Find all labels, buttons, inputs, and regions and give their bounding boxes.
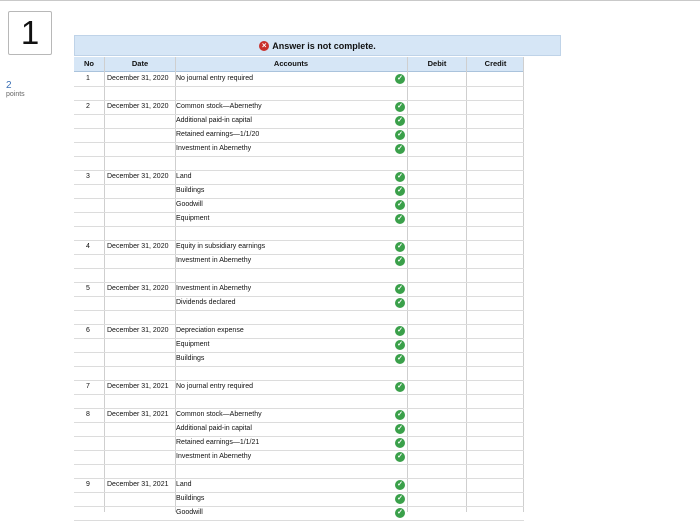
credit-input[interactable] — [467, 436, 523, 450]
debit-input[interactable] — [408, 422, 466, 436]
debit-input[interactable] — [408, 338, 466, 352]
header-credit: Credit — [484, 59, 507, 68]
table-row — [74, 296, 524, 311]
debit-input[interactable] — [408, 198, 466, 212]
debit-input[interactable] — [408, 282, 466, 296]
correct-check-icon: ✓ — [395, 298, 405, 308]
entry-number: 6 — [86, 327, 90, 334]
credit-input[interactable] — [467, 408, 523, 422]
correct-check-icon: ✓ — [395, 508, 405, 518]
account-select[interactable]: Additional paid-in capital — [176, 425, 252, 432]
error-x-icon: × — [259, 41, 269, 51]
account-select[interactable]: Equipment — [176, 215, 210, 222]
table-row — [74, 100, 524, 115]
table-row — [74, 422, 524, 437]
credit-input[interactable] — [467, 282, 523, 296]
blank-row — [74, 86, 524, 101]
debit-input[interactable] — [408, 184, 466, 198]
correct-check-icon: ✓ — [395, 410, 405, 420]
credit-input[interactable] — [467, 254, 523, 268]
entry-date[interactable]: December 31, 2020 — [107, 103, 169, 110]
entry-number: 3 — [86, 173, 90, 180]
credit-input[interactable] — [467, 380, 523, 394]
correct-check-icon: ✓ — [395, 172, 405, 182]
account-select[interactable]: Equity in subsidiary earnings — [176, 243, 266, 250]
correct-check-icon: ✓ — [395, 256, 405, 266]
answer-status-text: Answer is not complete. — [272, 40, 376, 51]
credit-input[interactable] — [467, 450, 523, 464]
correct-check-icon: ✓ — [395, 354, 405, 364]
table-row — [74, 72, 524, 87]
header-debit: Debit — [427, 59, 447, 68]
correct-check-icon: ✓ — [395, 116, 405, 126]
debit-input[interactable] — [408, 380, 466, 394]
correct-check-icon: ✓ — [395, 144, 405, 154]
account-select[interactable]: Goodwill — [176, 509, 203, 516]
account-select[interactable]: Land — [176, 173, 192, 180]
answer-status-banner — [74, 35, 561, 56]
entry-number: 7 — [86, 383, 90, 390]
correct-check-icon: ✓ — [395, 186, 405, 196]
entry-date[interactable]: December 31, 2021 — [107, 383, 169, 390]
entry-date[interactable]: December 31, 2021 — [107, 411, 169, 418]
account-select[interactable]: Investment in Abernethy — [176, 257, 252, 264]
debit-input[interactable] — [408, 114, 466, 128]
correct-check-icon: ✓ — [395, 340, 405, 350]
credit-input[interactable] — [467, 100, 523, 114]
correct-check-icon: ✓ — [395, 452, 405, 462]
account-select[interactable]: Dividends declared — [176, 299, 236, 306]
debit-input[interactable] — [408, 296, 466, 310]
account-select[interactable]: Retained earnings—1/1/20 — [176, 131, 260, 138]
table-row — [74, 128, 524, 143]
table-row — [74, 254, 524, 269]
correct-check-icon: ✓ — [395, 438, 405, 448]
table-row — [74, 478, 524, 493]
question-number: 1 — [8, 11, 52, 55]
blank-row — [74, 310, 524, 325]
table-row — [74, 380, 524, 395]
debit-input[interactable] — [408, 436, 466, 450]
correct-check-icon: ✓ — [395, 480, 405, 490]
credit-input[interactable] — [467, 296, 523, 310]
debit-input[interactable] — [408, 352, 466, 366]
debit-input[interactable] — [408, 240, 466, 254]
account-select[interactable]: Depreciation expense — [176, 327, 244, 334]
credit-input[interactable] — [467, 184, 523, 198]
blank-row — [74, 394, 524, 409]
journal-entry-table — [74, 57, 524, 516]
account-select[interactable]: Common stock—Abernethy — [176, 103, 262, 110]
correct-check-icon: ✓ — [395, 102, 405, 112]
debit-input[interactable] — [408, 506, 466, 520]
credit-input[interactable] — [467, 478, 523, 492]
entry-number: 9 — [86, 481, 90, 488]
account-select[interactable]: Additional paid-in capital — [176, 117, 252, 124]
correct-check-icon: ✓ — [395, 494, 405, 504]
credit-input[interactable] — [467, 240, 523, 254]
table-row — [74, 324, 524, 339]
credit-input[interactable] — [467, 114, 523, 128]
account-select[interactable]: Equipment — [176, 341, 210, 348]
debit-input[interactable] — [408, 492, 466, 506]
account-select[interactable]: Retained earnings—1/1/21 — [176, 439, 260, 446]
table-row — [74, 506, 524, 521]
points-label: points — [6, 91, 25, 98]
account-select[interactable]: No journal entry required — [176, 75, 254, 82]
table-row — [74, 450, 524, 465]
header-date: Date — [131, 59, 149, 68]
debit-input[interactable] — [408, 450, 466, 464]
table-row — [74, 492, 524, 507]
correct-check-icon: ✓ — [395, 242, 405, 252]
credit-input[interactable] — [467, 128, 523, 142]
credit-input[interactable] — [467, 422, 523, 436]
correct-check-icon: ✓ — [395, 130, 405, 140]
debit-input[interactable] — [408, 254, 466, 268]
entry-number: 4 — [86, 243, 90, 250]
credit-input[interactable] — [467, 142, 523, 156]
credit-input[interactable] — [467, 506, 523, 520]
entry-date[interactable]: December 31, 2020 — [107, 243, 169, 250]
blank-row — [74, 464, 524, 479]
table-row — [74, 114, 524, 129]
account-select[interactable]: Investment in Abernethy — [176, 145, 252, 152]
entry-number: 1 — [86, 75, 90, 82]
account-select[interactable]: Investment in Abernethy — [176, 453, 252, 460]
blank-row — [74, 366, 524, 381]
credit-input[interactable] — [467, 170, 523, 184]
correct-check-icon: ✓ — [395, 382, 405, 392]
entry-date[interactable]: December 31, 2021 — [107, 481, 169, 488]
debit-input[interactable] — [408, 170, 466, 184]
table-row — [74, 408, 524, 423]
account-select[interactable]: Land — [176, 481, 192, 488]
points-value: 2 — [6, 80, 12, 91]
table-row — [74, 282, 524, 297]
account-select[interactable]: Buildings — [176, 495, 205, 502]
credit-input[interactable] — [467, 324, 523, 338]
table-row — [74, 198, 524, 213]
debit-input[interactable] — [408, 408, 466, 422]
correct-check-icon: ✓ — [395, 326, 405, 336]
table-row — [74, 170, 524, 185]
header-no: No — [84, 59, 94, 68]
credit-input[interactable] — [467, 212, 523, 226]
blank-row — [74, 156, 524, 171]
entry-number: 8 — [86, 411, 90, 418]
table-row — [74, 142, 524, 157]
credit-input[interactable] — [467, 338, 523, 352]
entry-number: 2 — [86, 103, 90, 110]
table-header — [74, 57, 524, 72]
correct-check-icon: ✓ — [395, 200, 405, 210]
entry-date[interactable]: December 31, 2020 — [107, 327, 169, 334]
correct-check-icon: ✓ — [395, 284, 405, 294]
account-select[interactable]: Investment in Abernethy — [176, 285, 252, 292]
table-row — [74, 436, 524, 451]
account-select[interactable]: Buildings — [176, 355, 205, 362]
credit-input[interactable] — [467, 352, 523, 366]
credit-input[interactable] — [467, 72, 523, 86]
debit-input[interactable] — [408, 324, 466, 338]
entry-date[interactable]: December 31, 2020 — [107, 285, 169, 292]
debit-input[interactable] — [408, 128, 466, 142]
blank-row — [74, 268, 524, 283]
blank-row — [74, 226, 524, 241]
account-select[interactable]: Common stock—Abernethy — [176, 411, 262, 418]
credit-input[interactable] — [467, 492, 523, 506]
debit-input[interactable] — [408, 478, 466, 492]
credit-input[interactable] — [467, 198, 523, 212]
account-select[interactable]: Goodwill — [176, 201, 203, 208]
header-accounts: Accounts — [273, 59, 309, 68]
correct-check-icon: ✓ — [395, 214, 405, 224]
debit-input[interactable] — [408, 142, 466, 156]
table-row — [74, 338, 524, 353]
entry-date[interactable]: December 31, 2020 — [107, 75, 169, 82]
table-row — [74, 352, 524, 367]
correct-check-icon: ✓ — [395, 424, 405, 434]
account-select[interactable]: No journal entry required — [176, 383, 254, 390]
account-select[interactable]: Buildings — [176, 187, 205, 194]
debit-input[interactable] — [408, 72, 466, 86]
table-row — [74, 184, 524, 199]
table-row — [74, 212, 524, 227]
entry-number: 5 — [86, 285, 90, 292]
top-divider — [0, 0, 700, 1]
table-row — [74, 240, 524, 255]
debit-input[interactable] — [408, 100, 466, 114]
entry-date[interactable]: December 31, 2020 — [107, 173, 169, 180]
correct-check-icon: ✓ — [395, 74, 405, 84]
debit-input[interactable] — [408, 212, 466, 226]
